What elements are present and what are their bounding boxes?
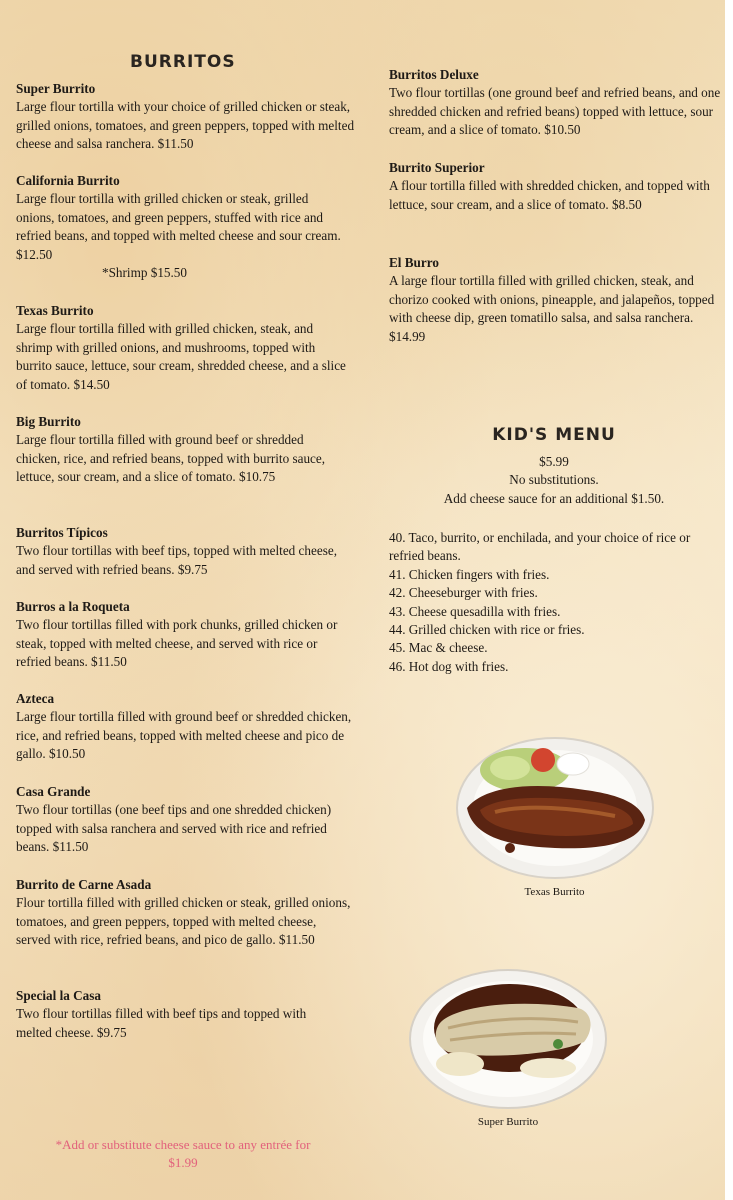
item-desc: A large flour tortilla filled with grilled chicken, steak, and chorizo cooked with onions, pineapple, and jalapeños, topped with cheese dip, green tomatillo salsa, and salsa ranchera. $14.99 xyxy=(389,273,715,344)
item-name: Burros a la Roqueta xyxy=(16,599,130,614)
menu-item-burrito-superior xyxy=(389,159,724,214)
footnote-line: $1.99 xyxy=(168,1155,198,1170)
kids-menu-item: 45. Mac & cheese. xyxy=(389,640,488,656)
menu-item-burrito-de-carne-asada xyxy=(16,876,351,950)
item-name: Burritos Deluxe xyxy=(389,67,479,82)
item-desc: Two flour tortillas filled with beef tips and topped with melted cheese. $9.75 xyxy=(16,1006,307,1040)
super-burrito-image xyxy=(408,968,608,1110)
item-name: California Burrito xyxy=(16,173,120,188)
menu-item-burros-a-la-roqueta xyxy=(16,598,346,672)
menu-item-azteca xyxy=(16,690,361,764)
kids-menu-title: KID'S MENU xyxy=(492,425,616,445)
item-desc: Large flour tortilla with grilled chicken or steak, grilled onions, tomatoes, and green peppers, stuffed with rice and refried beans, and topped with melted cheese and sour cream. $12.50 xyxy=(16,191,341,262)
item-name: Casa Grande xyxy=(16,784,91,799)
kids-menu-item: 44. Grilled chicken with rice or fries. xyxy=(389,622,585,638)
kids-menu-item: 42. Cheeseburger with fries. xyxy=(389,585,538,601)
menu-item-burritos-tipicos xyxy=(16,524,351,579)
menu-item-special-la-casa xyxy=(16,987,336,1042)
kids-menu-price: $5.99 xyxy=(539,454,569,469)
kids-menu-item: 41. Chicken fingers with fries. xyxy=(389,566,550,582)
item-name: Super Burrito xyxy=(16,81,96,96)
item-name: Special la Casa xyxy=(16,988,101,1003)
item-desc: Large flour tortilla filled with grilled chicken, steak, and shrimp with grilled onions, and mushrooms, topped with burrito sauce, lettuce, sour cream, shredded cheese, and a slice of tomato. $14.50 xyxy=(16,321,346,392)
kids-menu-note: Add cheese sauce for an additional $1.50. xyxy=(443,490,665,506)
menu-item-california-burrito xyxy=(16,172,346,282)
item-name: Azteca xyxy=(16,691,55,706)
footnote-line: *Add or substitute cheese sauce to any entrée for xyxy=(55,1137,311,1152)
kids-menu-note: No substitutions. xyxy=(509,472,599,488)
item-extra: *Shrimp $15.50 xyxy=(102,265,187,281)
item-desc: Two flour tortillas filled with pork chunks, grilled chicken or steak, topped with melted cheese, and served with rice or refried beans. $11.50 xyxy=(16,617,338,670)
item-name: Burritos Típicos xyxy=(16,525,108,540)
page-edge xyxy=(725,0,733,1200)
kids-menu-item: 40. Taco, burrito, or enchilada, and your choice of rice or refried beans. xyxy=(389,530,691,564)
super-burrito-photo xyxy=(408,968,608,1128)
item-desc: Large flour tortilla filled with ground beef or shredded chicken, rice, and refried beans, topped with melted cheese and pico de gallo. $10.50 xyxy=(16,709,352,762)
burritos-title: BURRITOS xyxy=(130,52,236,72)
texas-burrito-image xyxy=(455,730,655,880)
menu-item-casa-grande xyxy=(16,783,346,857)
menu-item-super-burrito xyxy=(16,80,361,154)
menu-item-el-burro xyxy=(389,254,719,346)
photo-caption: Texas Burrito xyxy=(524,886,585,898)
item-name: El Burro xyxy=(389,255,439,270)
kids-menu-item: 43. Cheese quesadilla with fries. xyxy=(389,603,561,619)
kids-menu-item: 46. Hot dog with fries. xyxy=(389,658,509,674)
item-desc: Large flour tortilla filled with ground beef or shredded chicken, rice, and refried beans, topped with burrito sauce, lettuce, sour cream, and a slice of tomato. $10.75 xyxy=(16,432,326,485)
menu-item-big-burrito xyxy=(16,413,351,487)
item-desc: Two flour tortillas (one ground beef and refried beans, and one shredded chicken and refried beans) topped with lettuce, sour cream, and a slice of tomato. $10.50 xyxy=(389,85,721,138)
menu-item-burritos-deluxe xyxy=(389,66,724,140)
photo-caption: Super Burrito xyxy=(477,1116,539,1128)
item-desc: Flour tortilla filled with grilled chicken or steak, grilled onions, tomatoes, and green peppers, topped with melted cheese, served with rice, refried beans, and pico de gallo. $11.50 xyxy=(16,895,351,948)
item-name: Burrito de Carne Asada xyxy=(16,877,152,892)
item-name: Big Burrito xyxy=(16,414,81,429)
item-desc: Large flour tortilla with your choice of grilled chicken or steak, grilled onions, tomatoes, and green peppers, topped with melted cheese and salsa ranchera. $11.50 xyxy=(16,99,355,152)
item-name: Texas Burrito xyxy=(16,303,94,318)
item-desc: Two flour tortillas (one beef tips and one shredded chicken) topped with salsa ranchera and served with rice and refried beans. $11.50 xyxy=(16,802,332,855)
texas-burrito-photo xyxy=(452,730,657,898)
item-desc: Two flour tortillas with beef tips, topped with melted cheese, and served with refried beans. $9.75 xyxy=(16,543,337,577)
menu-item-texas-burrito xyxy=(16,302,346,394)
item-desc: A flour tortilla filled with shredded chicken, and topped with lettuce, sour cream, and a slice of tomato. $8.50 xyxy=(389,178,710,212)
cheese-sauce-footnote xyxy=(18,1136,348,1172)
item-name: Burrito Superior xyxy=(389,160,485,175)
kids-menu-header xyxy=(389,425,719,508)
kids-menu-list xyxy=(389,529,724,676)
